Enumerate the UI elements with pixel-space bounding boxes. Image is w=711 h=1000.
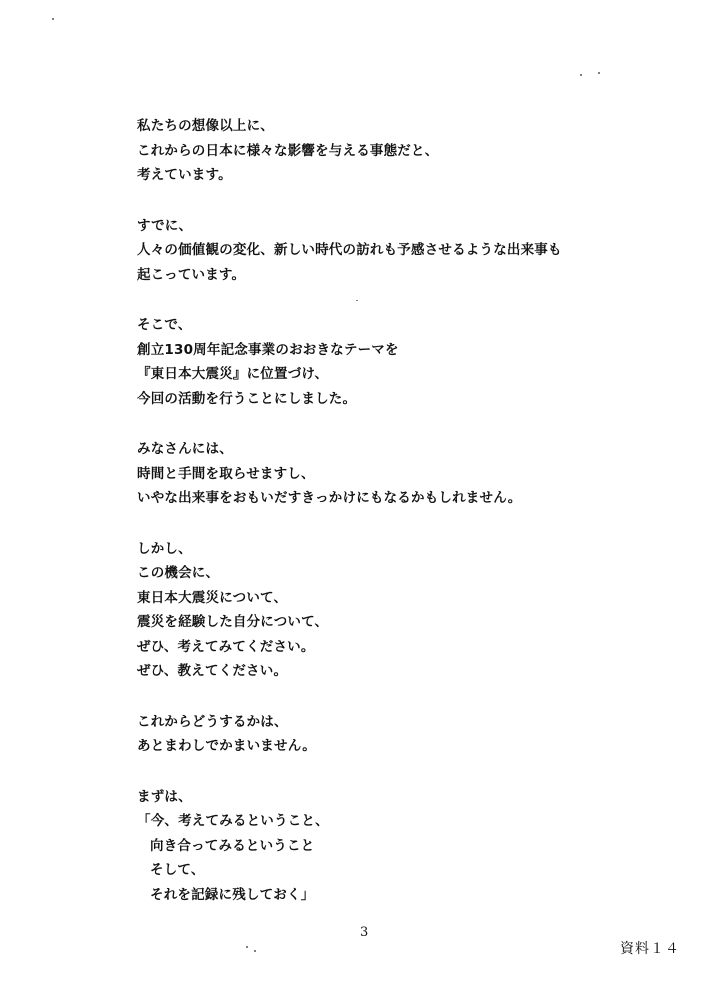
text-line: 東日本大震災について、 [137, 589, 288, 606]
text-line: そこで、 [137, 317, 192, 333]
paragraph-1 [137, 114, 682, 188]
paragraph-5 [137, 537, 682, 684]
text-line: いやな出来事をおもいだすきっかけにもなるかもしれません。 [137, 490, 522, 506]
text-line: 『東日本大震災』に位置づけ、 [137, 366, 329, 382]
paragraph-2 [137, 214, 682, 288]
text-line: みなさんには、 [137, 441, 233, 457]
scan-speck [52, 18, 54, 20]
text-line: これからの日本に様々な影響を与える事態だと、 [137, 142, 439, 159]
text-line: 今回の活動を行うことにしました。 [137, 390, 357, 407]
text-line: あとまわしでかまいません。 [137, 738, 316, 754]
text-line: 人々の価値観の変化、新しい時代の訪れも予感させるような出来事も [137, 242, 562, 258]
paragraph-7 [137, 785, 682, 908]
text-line: 考えています。 [137, 167, 232, 183]
text-line: まずは、 [137, 788, 192, 805]
scan-speck [254, 950, 256, 952]
document-label: 資料１４ [620, 941, 680, 957]
text-line: 時間と手間を取らせますし、 [137, 465, 315, 482]
paragraph-6 [137, 710, 682, 759]
text-line: ぜひ、考えてみてください。 [137, 638, 315, 655]
text-line: 創立130周年記念事業のおおきなテーマを [137, 341, 399, 358]
scan-speck [246, 946, 248, 948]
text-line: しかし、 [137, 540, 192, 557]
text-line: ぜひ、教えてください。 [137, 663, 288, 679]
text-line: これからどうするかは、 [137, 713, 288, 730]
scan-speck [356, 300, 358, 301]
text-line: 震災を経験した自分について、 [137, 614, 329, 630]
paragraph-3 [137, 313, 682, 411]
scan-speck [598, 72, 600, 74]
text-line: そして、 [150, 862, 205, 878]
text-line: 「今、考えてみるということ、 [137, 813, 329, 829]
paragraph-4 [137, 437, 682, 511]
text-line: それを記録に残しておく」 [150, 886, 315, 903]
text-line: 私たちの想像以上に、 [137, 118, 274, 134]
body-text [137, 114, 682, 933]
text-line: すでに、 [137, 217, 193, 234]
text-line: 向き合ってみるということ [150, 837, 315, 854]
text-line: 起こっています。 [137, 266, 246, 283]
scan-speck [580, 74, 582, 76]
text-line: この機会に、 [137, 565, 220, 581]
page-number: 3 [360, 925, 369, 940]
